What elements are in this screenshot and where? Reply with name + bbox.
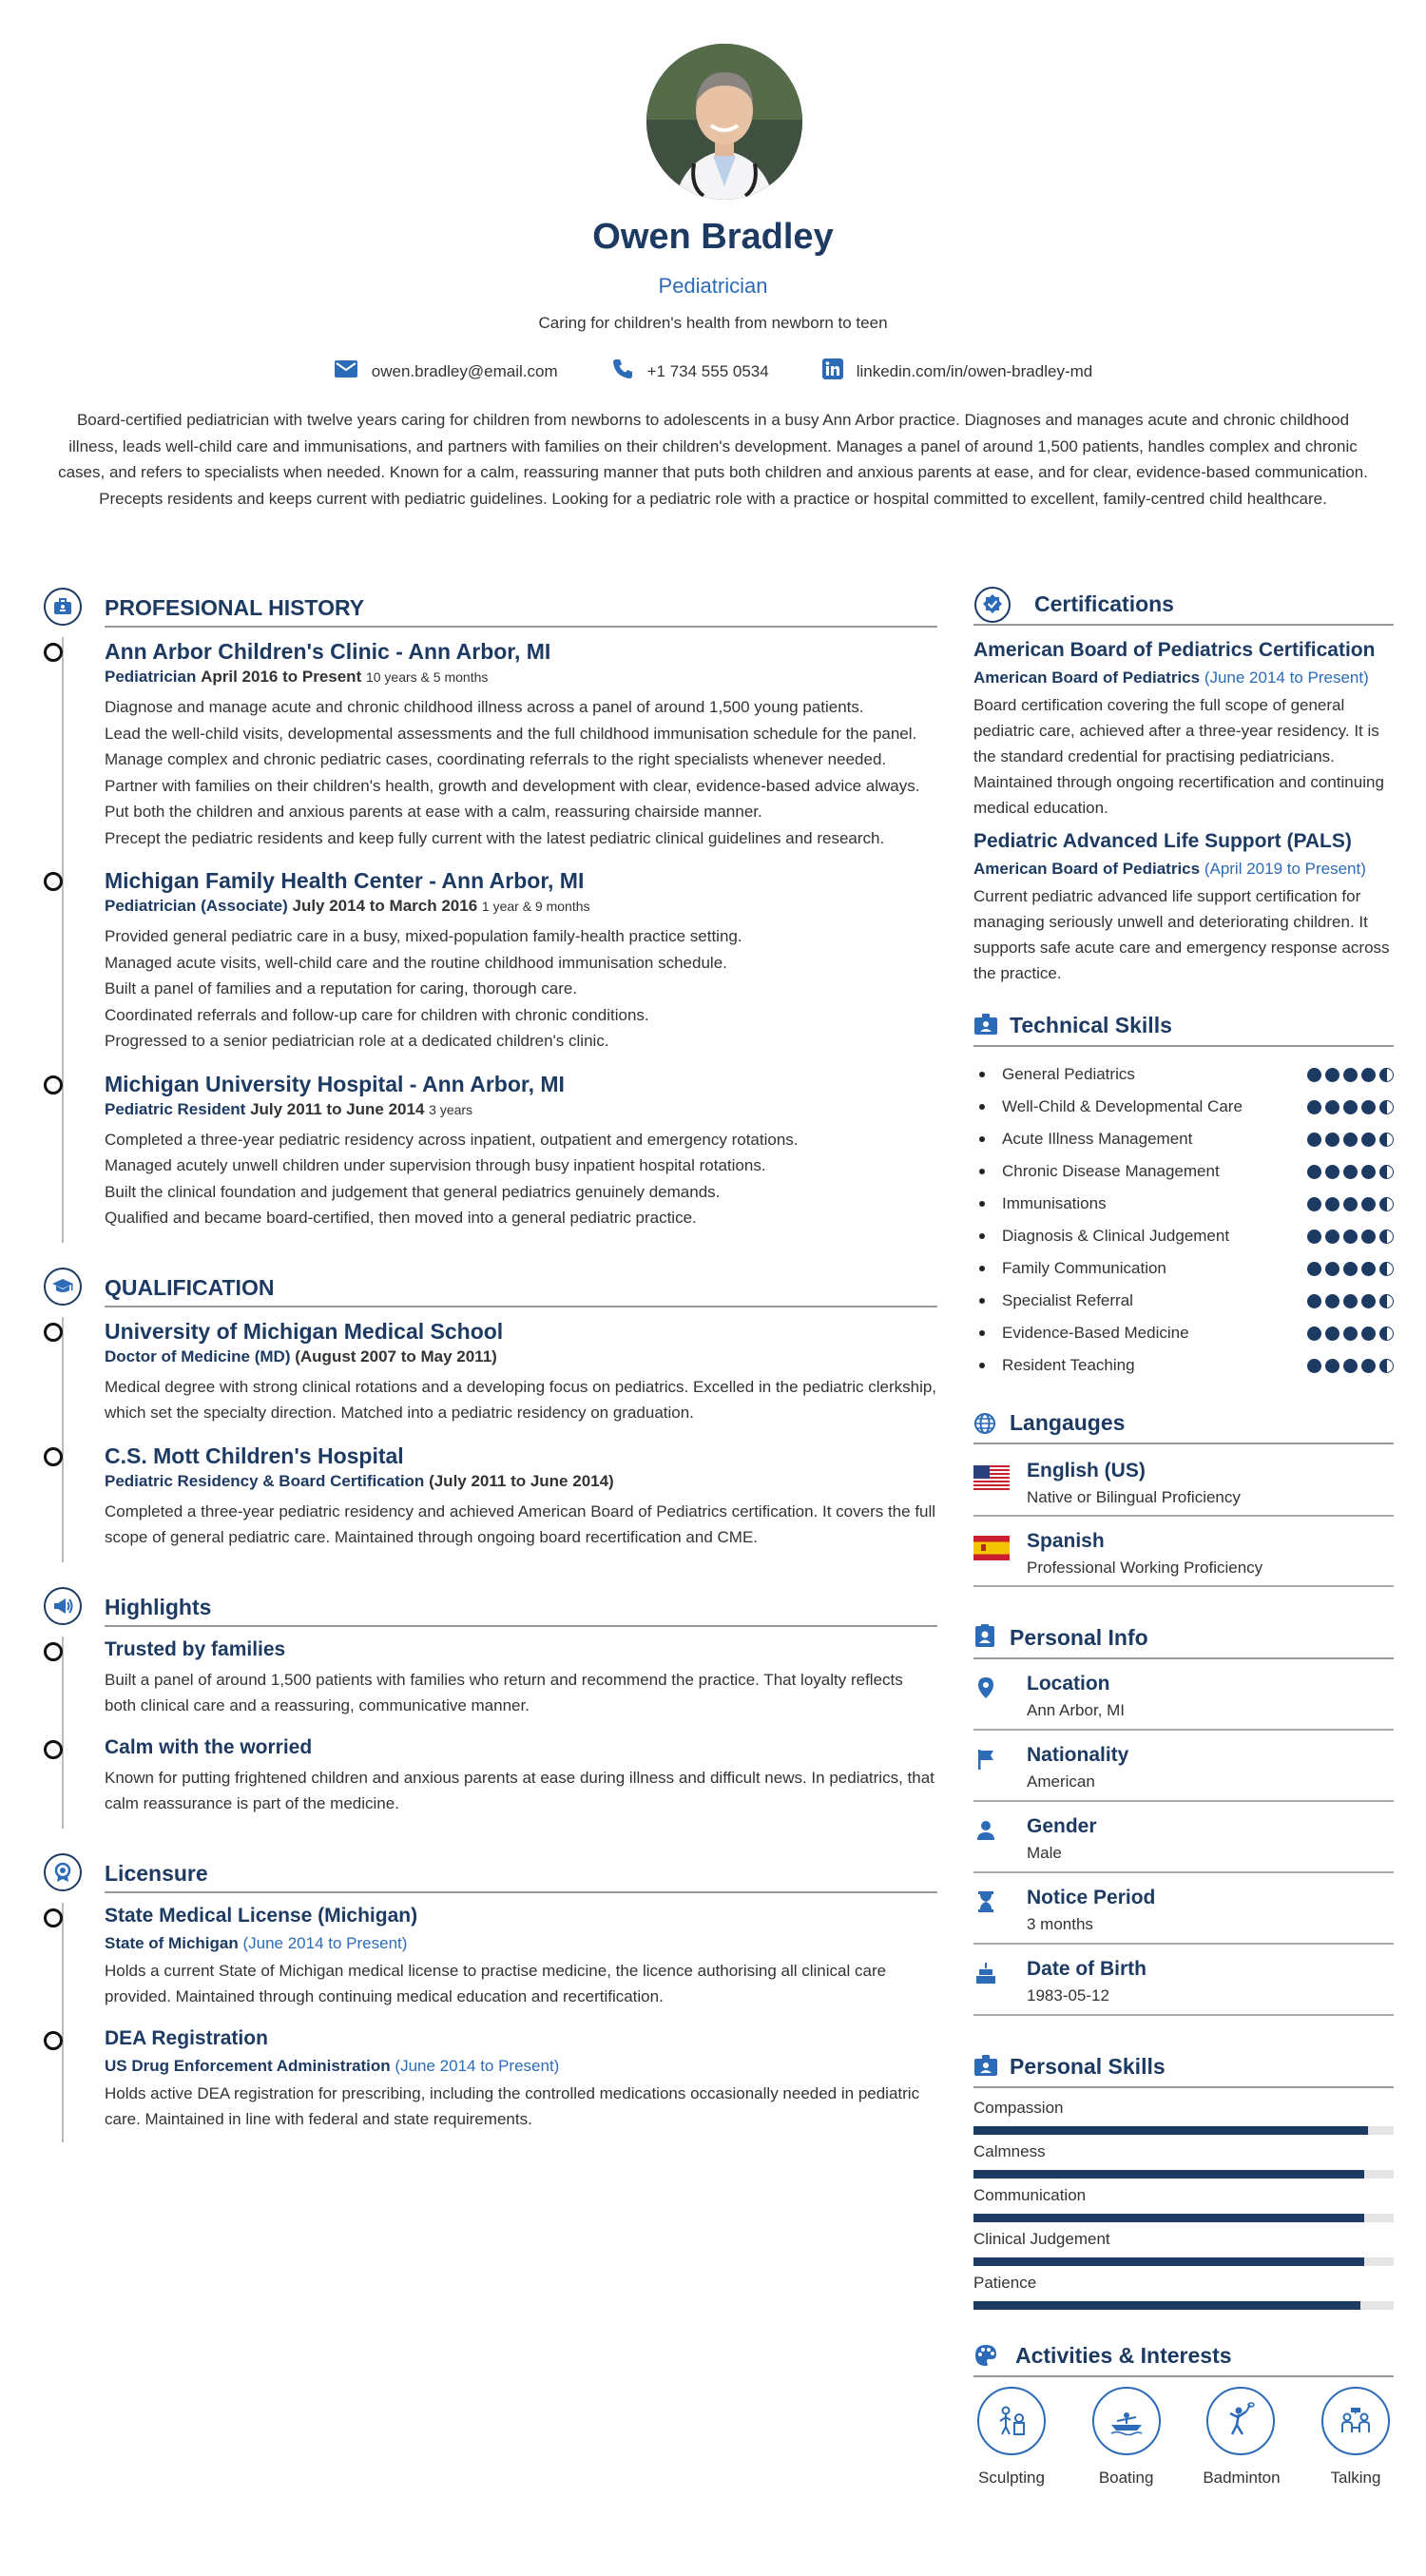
boating-icon [1092, 2387, 1161, 2455]
rating-dot [1343, 1165, 1358, 1179]
personal-info-header [973, 1617, 1394, 1659]
rating-dot [1361, 1197, 1376, 1211]
employer-title: Michigan Family Health Center - Ann Arbor, MI [105, 868, 585, 893]
date-range: April 2016 to Present [201, 668, 362, 686]
skill-progress-fill [973, 2214, 1364, 2222]
degree: Doctor of Medicine (MD) [105, 1346, 291, 1365]
institution-title: University of Michigan Medical School [105, 1318, 504, 1344]
responsibility: Managed acute visits, well-child care and the routine childhood immunisation schedule. [105, 953, 727, 972]
section-title: Personal Info [1010, 1625, 1148, 1650]
activity-label: Talking [1330, 2469, 1381, 2487]
personal-info-item [973, 1873, 1394, 1945]
technical-skill-item [973, 1252, 1394, 1285]
info-label: Location [1027, 1673, 1110, 1695]
skill-name: General Pediatrics [973, 1065, 1135, 1084]
contact-bar [0, 358, 1426, 385]
highlight-title: Trusted by families [105, 1637, 286, 1660]
personal-skill-name: Clinical Judgement [973, 2230, 1110, 2248]
date-range: (June 2014 to Present) [1204, 668, 1369, 687]
section-title: PROFESIONAL HISTORY [105, 595, 365, 620]
profile-summary: Board-certified pediatrician with twelve years caring for children from newborns to adolescents in a busy Ann Arbor practice. Diagnoses and manages acute and chronic childhood illness, leads well-child care and immunisations, and partners with families on their children's development. Manages a panel of around 1,500 patients, handles complex and chronic cases, and refers to specialists when needed. Known for a calm, reassuring manner that puts both children and anxious parents at ease, and for clear, evidence-based communication. Precepts residents and keeps current with pediatric guidelines. Looking for a pediatric role with a practice or hospital committed to excellent, family-centred child healthcare. [58, 411, 1368, 508]
personal-info-item [973, 1945, 1394, 2016]
info-label: Nationality [1027, 1744, 1129, 1766]
license-issuer: State of Michigan [105, 1933, 239, 1952]
skill-rating [1307, 1165, 1394, 1179]
language-item [973, 1517, 1394, 1587]
phone-icon [611, 358, 634, 385]
responsibility: Completed a three-year pediatric residency across inpatient, outpatient and emergency rotations. [105, 1130, 799, 1149]
date-range: (July 2011 to June 2014) [429, 1471, 614, 1490]
info-value: Ann Arbor, MI [1027, 1701, 1125, 1719]
skill-progress-bar [973, 2170, 1394, 2179]
date-range: (April 2019 to Present) [1204, 860, 1366, 878]
responsibility: Provided general pediatric care in a busy, mixed-population family-health practice setting. [105, 927, 742, 945]
certification-entry [973, 637, 1394, 821]
timeline-dot [44, 1075, 63, 1094]
rating-dot [1325, 1294, 1339, 1308]
activity-item [1318, 2387, 1394, 2488]
skill-rating [1307, 1230, 1394, 1244]
rating-dot [1361, 1262, 1376, 1276]
info-value: 1983-05-12 [1027, 1986, 1109, 2005]
personal-skill-name: Patience [973, 2274, 1037, 2292]
info-label: Date of Birth [1027, 1958, 1147, 1980]
responsibility: Put both the children and anxious parents at ease with a calm, reassuring chairside manner. [105, 803, 762, 821]
skill-progress-bar [973, 2126, 1394, 2135]
highlights-header [38, 1583, 937, 1623]
timeline-dot [44, 1740, 63, 1759]
experience-timeline [38, 637, 937, 1243]
section-title: Technical Skills [1010, 1013, 1172, 1037]
rating-dot [1379, 1294, 1394, 1308]
rating-dot [1325, 1197, 1339, 1211]
technical-skill-item [973, 1188, 1394, 1220]
rating-dot [1379, 1133, 1394, 1147]
education-header [38, 1264, 937, 1304]
rating-dot [1343, 1133, 1358, 1147]
timeline-line [62, 1903, 64, 2142]
date-range: (June 2014 to Present) [395, 2056, 560, 2075]
skill-name: Diagnosis & Clinical Judgement [973, 1227, 1229, 1246]
skill-name: Chronic Disease Management [973, 1162, 1220, 1181]
highlight-description: Known for putting frightened children and anxious parents at ease during illness and difficult news. In pediatrics, that calm reassurance is part of the medicine. [105, 1768, 935, 1812]
rating-dot [1307, 1359, 1321, 1373]
skill-name: Evidence-Based Medicine [973, 1324, 1189, 1343]
timeline-dot [44, 872, 63, 891]
rating-dot [1307, 1230, 1321, 1244]
position-title: Pediatric Resident [105, 1099, 246, 1118]
duration: 3 years [429, 1101, 473, 1117]
language-level: Professional Working Proficiency [1027, 1559, 1263, 1577]
rating-dot [1325, 1133, 1339, 1147]
activities-list [973, 2387, 1394, 2488]
rating-dot [1361, 1359, 1376, 1373]
activity-item [1089, 2387, 1165, 2488]
rating-dot [1379, 1100, 1394, 1114]
rating-dot [1343, 1230, 1358, 1244]
rating-dot [1307, 1165, 1321, 1179]
technical-skill-item [973, 1285, 1394, 1317]
info-value: 3 months [1027, 1915, 1093, 1933]
personal-info-item [973, 1659, 1394, 1731]
rating-dot [1307, 1294, 1321, 1308]
timeline-line [62, 1637, 64, 1829]
personal-skill-name: Calmness [973, 2142, 1046, 2160]
linkedin-contact[interactable] [822, 358, 1093, 385]
personal-skill-item [973, 2096, 1394, 2140]
hourglass-icon [975, 1890, 996, 1918]
date-range: July 2011 to June 2014 [250, 1099, 425, 1118]
email-icon [334, 359, 358, 383]
technical-skill-item [973, 1220, 1394, 1252]
rating-dot [1379, 1230, 1394, 1244]
id-badge-icon [973, 2054, 998, 2082]
experience-entry [105, 637, 937, 851]
left-column [38, 584, 937, 2142]
education-description: Medical degree with strong clinical rotations and a developing focus on pediatrics. Excelled in the pediatric clerkship, which set the specialty direction. Matched into a pediatric residency on graduation. [105, 1377, 937, 1422]
certification-description: Current pediatric advanced life support certification for managing seriously unwell and deteriorating children. It supports safe acute care and emergency response across the practice. [973, 887, 1390, 982]
position-title: Pediatrician (Associate) [105, 897, 288, 915]
personal-skill-name: Communication [973, 2186, 1087, 2204]
duration: 1 year & 9 months [481, 899, 590, 914]
degree: Pediatric Residency & Board Certification [105, 1471, 425, 1490]
skill-name: Specialist Referral [973, 1291, 1133, 1310]
us-flag-icon [973, 1465, 1010, 1490]
megaphone-icon [44, 1587, 82, 1625]
section-title: Activities & Interests [1015, 2343, 1232, 2368]
highlight-description: Built a panel of around 1,500 patients with families who return and recommend the practice. That loyalty reflects both clinical care and a reassuring, communicative manner. [105, 1670, 903, 1714]
highlight-entry [105, 1734, 937, 1829]
license-issuer: US Drug Enforcement Administration [105, 2056, 391, 2075]
certification-issuer: American Board of Pediatrics [973, 668, 1201, 687]
rating-dot [1361, 1068, 1376, 1082]
timeline-dot [44, 1323, 63, 1342]
responsibility: Manage complex and chronic pediatric cases, coordinating referrals to the right specialists whenever needed. [105, 750, 887, 768]
right-column [973, 584, 1394, 2488]
rating-dot [1361, 1294, 1376, 1308]
phone-contact[interactable] [611, 358, 769, 385]
timeline-dot [44, 2031, 63, 2050]
graduation-cap-icon [44, 1268, 82, 1306]
flag-icon [975, 1748, 996, 1775]
rating-dot [1379, 1068, 1394, 1082]
rating-dot [1325, 1068, 1339, 1082]
responsibility: Partner with families on their children's health, growth and development with clear, evidence-based advice always. [105, 776, 920, 795]
section-title: Langauges [1010, 1410, 1126, 1435]
education-entry [105, 1317, 937, 1426]
education-timeline [38, 1317, 937, 1562]
rating-dot [1307, 1197, 1321, 1211]
responsibility: Qualified and became board-certified, then moved into a general pediatric practice. [105, 1209, 697, 1227]
section-title: Personal Skills [1010, 2054, 1166, 2079]
skill-progress-fill [973, 2301, 1360, 2310]
contact-card-icon [973, 1623, 996, 1653]
divider [105, 1891, 937, 1893]
skill-rating [1307, 1197, 1394, 1211]
rating-dot [1307, 1100, 1321, 1114]
language-level: Native or Bilingual Proficiency [1027, 1488, 1241, 1506]
rating-dot [1307, 1068, 1321, 1082]
language-name: English (US) [1027, 1460, 1146, 1482]
highlights-timeline [38, 1637, 937, 1829]
education-description: Completed a three-year pediatric residency and achieved American Board of Pediatrics certification. It covers the full scope of general pediatric care. Maintained through ongoing board recertification and CME. [105, 1501, 936, 1546]
certification-description: Board certification covering the full scope of general pediatric care, achieved after a three-year residency. It is the standard credential for practising pediatricians. Maintained through ongoing recertification and continuing medical education. [973, 696, 1384, 817]
employer-title: Michigan University Hospital - Ann Arbor, MI [105, 1071, 565, 1096]
rating-dot [1379, 1262, 1394, 1276]
section-title: Licensure [105, 1860, 208, 1886]
skill-progress-fill [973, 2126, 1368, 2135]
technical-skill-item [973, 1123, 1394, 1155]
activities-header [973, 2335, 1394, 2377]
skill-name: Immunisations [973, 1194, 1107, 1213]
responsibility: Managed acutely unwell children under supervision through busy inpatient hospital rotations. [105, 1156, 766, 1174]
personal-skill-name: Compassion [973, 2099, 1064, 2117]
activity-label: Boating [1098, 2469, 1154, 2487]
divider [105, 1625, 937, 1627]
licensure-timeline [38, 1903, 937, 2142]
date-range: (August 2007 to May 2011) [295, 1346, 497, 1365]
technical-skill-item [973, 1349, 1394, 1382]
skill-rating [1307, 1133, 1394, 1147]
skill-progress-bar [973, 2301, 1394, 2310]
rating-dot [1325, 1359, 1339, 1373]
responsibility: Built the clinical foundation and judgement that general pediatrics genuinely demands. [105, 1182, 721, 1201]
certifications-header [973, 584, 1394, 626]
responsibility: Precept the pediatric residents and keep fully current with the latest pediatric clinical guidelines and research. [105, 828, 885, 847]
personal-skill-item [973, 2140, 1394, 2183]
rating-dot [1325, 1100, 1339, 1114]
timeline-line [62, 637, 64, 1243]
certification-entry [973, 828, 1394, 986]
experience-header [38, 584, 937, 624]
license-title: DEA Registration [105, 2026, 268, 2049]
rating-dot [1325, 1230, 1339, 1244]
rating-dot [1325, 1262, 1339, 1276]
linkedin-icon [822, 358, 843, 384]
activity-item [1203, 2387, 1279, 2488]
certification-title: Pediatric Advanced Life Support (PALS) [973, 830, 1352, 852]
rating-dot [1343, 1068, 1358, 1082]
personal-info-item [973, 1731, 1394, 1802]
rating-dot [1379, 1165, 1394, 1179]
responsibility: Coordinated referrals and follow-up care for children with chronic conditions. [105, 1005, 649, 1024]
language-name: Spanish [1027, 1530, 1105, 1552]
skill-name: Family Communication [973, 1259, 1166, 1278]
skill-name: Well-Child & Developmental Care [973, 1097, 1243, 1116]
highlight-title: Calm with the worried [105, 1735, 313, 1758]
license-entry [105, 2025, 937, 2142]
technical-skill-item [973, 1155, 1394, 1188]
license-entry [105, 1903, 937, 2010]
experience-entry [105, 866, 937, 1055]
rating-dot [1325, 1327, 1339, 1341]
cake-icon [975, 1962, 996, 1989]
palette-icon [973, 2343, 998, 2373]
skill-progress-bar [973, 2214, 1394, 2222]
divider [105, 626, 937, 628]
certificate-badge-icon [973, 586, 1012, 629]
timeline-dot [44, 643, 63, 662]
skill-progress-fill [973, 2257, 1364, 2266]
skill-rating [1307, 1100, 1394, 1114]
rating-dot [1361, 1327, 1376, 1341]
rating-dot [1343, 1100, 1358, 1114]
responsibility: Lead the well-child visits, developmental assessments and the full childhood immunisation schedule for the panel. [105, 724, 917, 743]
skill-rating [1307, 1359, 1394, 1373]
rating-dot [1343, 1359, 1358, 1373]
skill-rating [1307, 1294, 1394, 1308]
email-contact[interactable] [334, 358, 558, 385]
candidate-role: Pediatrician [658, 274, 768, 298]
badminton-icon [1206, 2387, 1275, 2455]
license-badge-icon [44, 1853, 82, 1891]
talking-icon [1321, 2387, 1390, 2455]
rating-dot [1361, 1133, 1376, 1147]
duration: 10 years & 5 months [365, 669, 489, 685]
position-title: Pediatrician [105, 668, 197, 686]
info-label: Notice Period [1027, 1887, 1156, 1908]
personal-skills-list [973, 2096, 1394, 2315]
briefcase-badge-icon [44, 588, 82, 626]
rating-dot [1343, 1197, 1358, 1211]
rating-dot [1361, 1230, 1376, 1244]
personal-skill-item [973, 2183, 1394, 2227]
section-title: Highlights [105, 1594, 212, 1619]
rating-dot [1361, 1100, 1376, 1114]
license-description: Holds a current State of Michigan medical license to practise medicine, the licence authorising all clinical care provided. Maintained through continuing medical education and recertification. [105, 1961, 887, 2005]
timeline-dot [44, 1642, 63, 1661]
license-title: State Medical License (Michigan) [105, 1904, 418, 1927]
rating-dot [1307, 1327, 1321, 1341]
id-badge-icon [973, 1013, 998, 1040]
skill-progress-fill [973, 2170, 1364, 2179]
timeline-dot [44, 1447, 63, 1466]
responsibility: Diagnose and manage acute and chronic childhood illness across a panel of around 1,500 young patients. [105, 698, 864, 716]
license-description: Holds active DEA registration for prescribing, including the controlled medications occasionally needed in pediatric care. Maintained in line with federal and state requirements. [105, 2083, 920, 2128]
personal-skills-header [973, 2046, 1394, 2088]
skill-name: Acute Illness Management [973, 1130, 1192, 1149]
spain-flag-icon [973, 1536, 1010, 1560]
responsibility: Built a panel of families and a reputation for caring, thorough care. [105, 979, 578, 997]
certification-issuer: American Board of Pediatrics [973, 860, 1201, 878]
rating-dot [1307, 1133, 1321, 1147]
info-value: American [1027, 1772, 1095, 1791]
rating-dot [1379, 1197, 1394, 1211]
rating-dot [1379, 1359, 1394, 1373]
section-title: Certifications [1034, 591, 1174, 616]
responsibility: Progressed to a senior pediatrician role at a dedicated children's clinic. [105, 1032, 609, 1050]
location-pin-icon [975, 1676, 996, 1704]
globe-icon [973, 1412, 996, 1440]
activity-label: Badminton [1203, 2469, 1281, 2487]
tagline: Caring for children's health from newborn to teen [538, 314, 888, 332]
rating-dot [1307, 1262, 1321, 1276]
candidate-name: Owen Bradley [592, 217, 834, 257]
institution-title: C.S. Mott Children's Hospital [105, 1443, 404, 1468]
rating-dot [1379, 1327, 1394, 1341]
sculpting-icon [977, 2387, 1046, 2455]
skill-rating [1307, 1068, 1394, 1082]
rating-dot [1343, 1262, 1358, 1276]
skill-name: Resident Teaching [973, 1356, 1135, 1375]
rating-dot [1325, 1165, 1339, 1179]
person-icon [975, 1819, 996, 1847]
linkedin-text[interactable]: linkedin.com/in/owen-bradley-md [856, 361, 1093, 380]
personal-info-item [973, 1802, 1394, 1873]
experience-entry [105, 1070, 937, 1243]
technical-skill-item [973, 1058, 1394, 1091]
email-text[interactable]: owen.bradley@email.com [371, 361, 558, 380]
skill-rating [1307, 1262, 1394, 1276]
education-entry [105, 1442, 937, 1562]
activity-item [973, 2387, 1050, 2488]
certification-title: American Board of Pediatrics Certification [973, 639, 1376, 661]
languages-header [973, 1403, 1394, 1444]
profile-photo [646, 44, 802, 200]
technical-skills-list [973, 1058, 1394, 1382]
rating-dot [1343, 1327, 1358, 1341]
info-label: Gender [1027, 1815, 1097, 1837]
phone-text[interactable]: +1 734 555 0534 [646, 361, 769, 380]
employer-title: Ann Arbor Children's Clinic - Ann Arbor, MI [105, 639, 551, 664]
section-title: QUALIFICATION [105, 1274, 275, 1300]
highlight-entry [105, 1637, 937, 1719]
skill-rating [1307, 1327, 1394, 1341]
timeline-line [62, 1317, 64, 1562]
personal-skill-item [973, 2271, 1394, 2315]
licensure-header [38, 1850, 937, 1889]
technical-skill-item [973, 1091, 1394, 1123]
rating-dot [1343, 1294, 1358, 1308]
skill-progress-bar [973, 2257, 1394, 2266]
technical-skill-item [973, 1317, 1394, 1349]
info-value: Male [1027, 1844, 1062, 1862]
divider [105, 1306, 937, 1307]
date-range: (June 2014 to Present) [242, 1933, 408, 1952]
rating-dot [1361, 1165, 1376, 1179]
date-range: July 2014 to March 2016 [292, 897, 478, 915]
personal-skill-item [973, 2227, 1394, 2271]
language-item [973, 1446, 1394, 1517]
activity-label: Sculpting [978, 2469, 1045, 2487]
technical-skills-header [973, 1005, 1394, 1047]
timeline-dot [44, 1908, 63, 1927]
